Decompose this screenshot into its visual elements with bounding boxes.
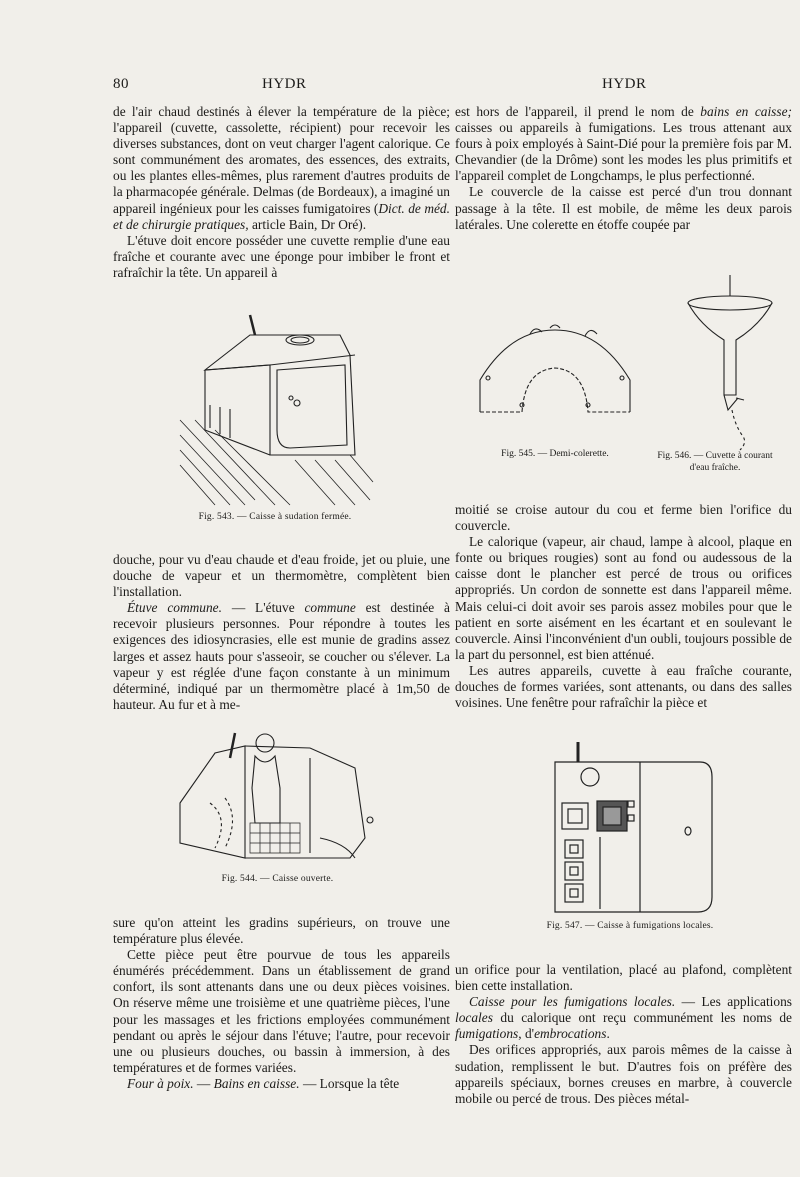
half-collar-illustration: [470, 320, 640, 430]
left-column-block2: [113, 552, 450, 713]
paragraph: sure qu'on atteint les gradins supérieurs, on trouve une température plus élevée.: [113, 915, 450, 947]
page-number: 80: [113, 76, 129, 92]
right-column-block3: [455, 962, 792, 1107]
paragraph: Caisse pour les fumigations locales. — Les applications locales du calorique ont reçu communément les noms de fumigations, d'embrocations.: [455, 994, 792, 1042]
local-fumigation-box-illustration: [540, 737, 720, 917]
figure-545-caption: Fig. 545. — Demi-colerette.: [501, 449, 609, 459]
right-column-block2: [455, 502, 792, 711]
right-column-block1: [455, 104, 792, 233]
paragraph: L'étuve doit encore posséder une cuvette remplie d'une eau fraîche et courante avec une éponge pour imbiber le front et rafraîchir la tête. Un appareil à: [113, 232, 450, 280]
paragraph: Four à poix. — Bains en caisse. — Lorsque la tête: [127, 1075, 400, 1091]
paragraph: Le calorique (vapeur, air chaud, lampe à alcool, plaque en fonte ou briques rougies) sont au fond ou audessous de la caisse dont le plancher est percé de trous ou orifices appropriés. Un cordon de sonnette est dans l'appareil même. Mais celui-ci doit avoir ses parois assez mobiles pour que le patient en sorte aisément en les écartant et en soulevant le couvercle. Ainsi l'inconvénient d'un oubli, toujours possible de la part du personnel, est bien atténué.: [455, 534, 792, 662]
figure-543-caption: Fig. 543. — Caisse à sudation fermée.: [198, 512, 352, 522]
paragraph: douche, pour vu d'eau chaude et d'eau froide, jet ou pluie, une douche de vapeur et un thermomètre, complètent bien l'installation.: [113, 552, 450, 600]
figure-546-caption: [640, 450, 790, 474]
figure-546-caption-line2: d'eau fraîche.: [689, 463, 741, 473]
paragraph: est hors de l'appareil, il prend le nom de bains en caisse; caisses ou appareils à fumigations. Les trous attenant aux fours à poix employés à Saint-Dié pour la première fois par M. Chevandier (de la Drôme) sont les modes les plus primitifs et l'appareil complet de Longchamps, le plus perfectionné.: [455, 104, 793, 184]
paragraph: Cette pièce peut être pourvue de tous les appareils énumérés précédemment. Dans un établissement de grand confort, ils sont attenants dans une ou deux pièces voisines. On réserve même une troisième et une quatrième pièces, l'une pour les massages et les frictions employées communément pendant ou après le séjour dans l'étuve; l'autre, pour recevoir une ou plusieurs douches, ou bassin à immersion, à des températures et de formes variées.: [113, 947, 450, 1075]
figure-546: [680, 270, 780, 455]
figure-544-caption: Fig. 544. — Caisse ouverte.: [221, 874, 334, 884]
paragraph: Les autres appareils, cuvette à eau fraîche courante, douches de formes variées, sont attenants, ou dans des salles voisines. Une fenêtre pour rafraîchir la pièce et: [455, 662, 792, 711]
left-running-head: HYDR: [262, 76, 307, 92]
left-column-block3: [113, 915, 450, 1092]
right-running-head: HYDR: [602, 76, 647, 92]
figure-547: [540, 737, 720, 931]
paragraph: Le couvercle de la caisse est percé d'un trou donnant passage à la tête. Il est mobile, de même les deux parois latérales. Une colerette en étoffe coupée par: [455, 184, 792, 232]
figure-545: [470, 320, 640, 430]
figure-546-caption-line1: Fig. 546. — Cuvette à courant: [657, 451, 773, 461]
section-title: Caisse pour les fumigations locales.: [469, 994, 676, 1010]
paragraph: moitié se croise autour du cou et ferme bien l'orifice du couvercle.: [455, 502, 792, 534]
paragraph: un orifice pour la ventilation, placé au plafond, complètent bien cette installation.: [455, 962, 792, 994]
figure-543: [175, 310, 375, 522]
figure-544: [170, 728, 385, 884]
sudation-box-closed-illustration: [175, 310, 375, 510]
figure-547-caption: Fig. 547. — Caisse à fumigations locales.: [546, 921, 714, 931]
sudation-box-open-illustration: [170, 728, 385, 868]
paragraph: Des orifices appropriés, aux parois mêmes de la caisse à sudation, remplissent le but. D'autres fois on préfère des appareils spéciaux, bornes creuses en marbre, à couvercle mobile ou percé de trous. Des pièces métal-: [455, 1042, 792, 1106]
paragraph: Étuve commune. — L'étuve commune est destinée à recevoir plusieurs personnes. Pour répondre à toutes les exigences des idiosyncrasies, elle est munie de gradins assez larges et assez hauts pour s'asseoir, se coucher ou s'élever. La vapeur y est réglée d'une façon constante à un minimum déterminé, indiqué par un thermomètre placé à 1m,50 de hauteur. Au fur et à me-: [113, 600, 450, 712]
paragraph: de l'air chaud destinés à élever la température de la pièce; l'appareil (cuvette, cassolette, récipient) pour recevoir les diverses substances, dont on veut charger l'agent calorique. Ce sont communément des aromates, des essences, des extraits, ou les plantes elles-mêmes, plus rarement d'autres produits de la pharmacopée générale. Delmas (de Bordeaux), a imaginé un appareil ingénieux pour les caisses fumigatoires (Dict. de méd. et de chirurgie pratiques, article Bain, Dr Oré).: [113, 104, 450, 232]
section-title: Four à poix.: [127, 1075, 194, 1091]
section-title: Bains en caisse.: [213, 1075, 300, 1091]
section-title: Étuve commune.: [127, 600, 222, 616]
left-column-block1: [113, 104, 450, 281]
fresh-water-basin-illustration: [680, 270, 780, 455]
